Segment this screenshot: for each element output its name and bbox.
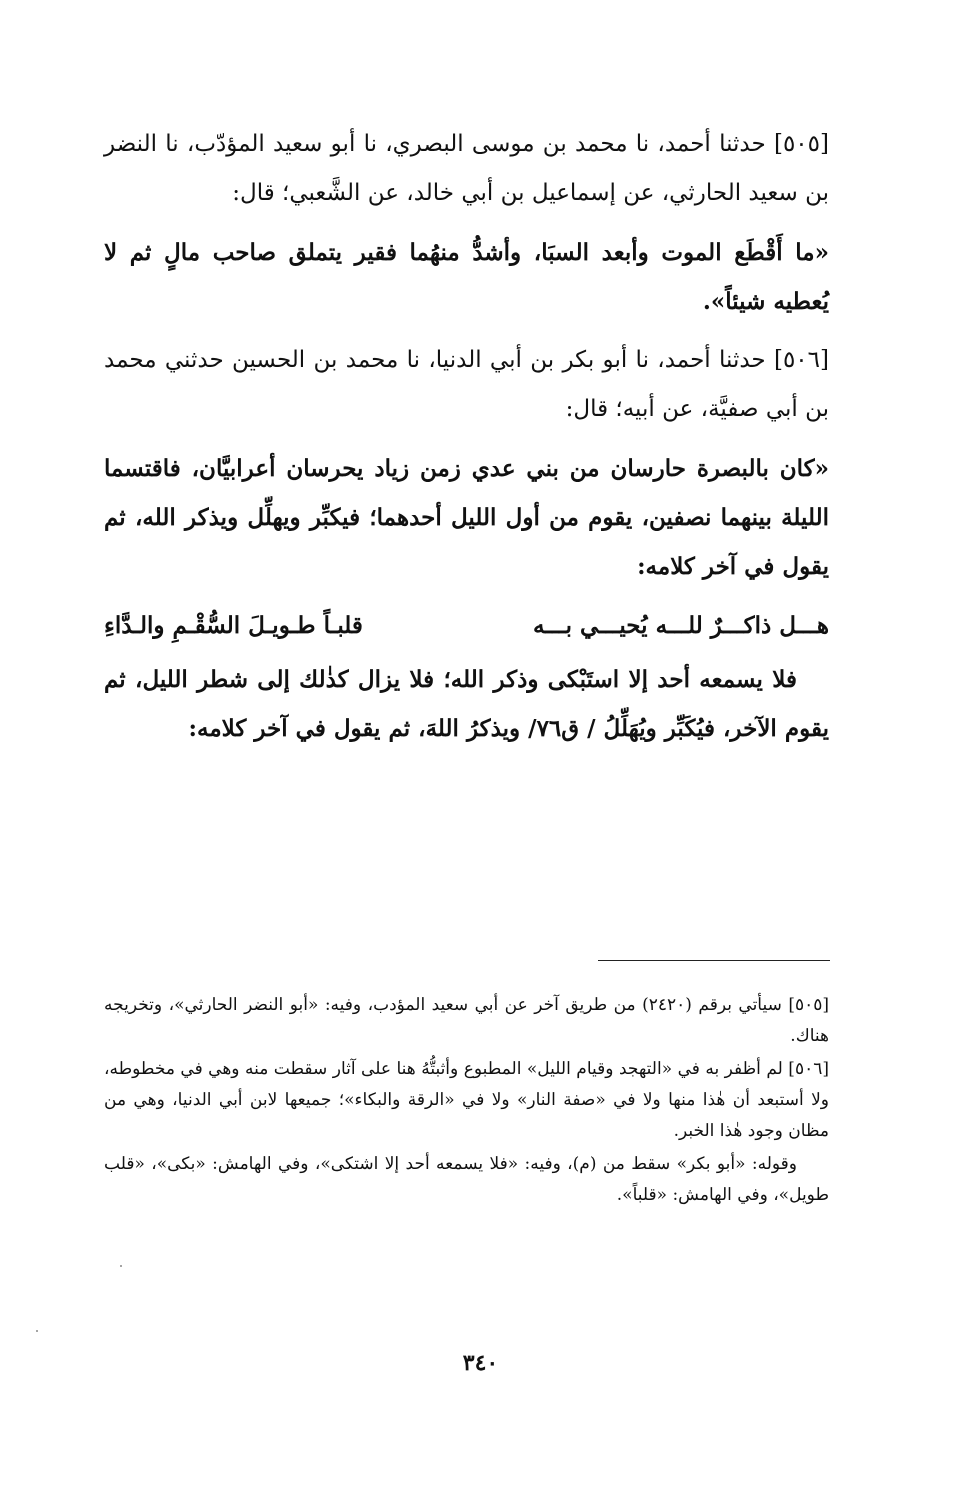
footnote-505: [٥٠٥] سيأتي برقم (٢٤٢٠) من طريق آخر عن أبي سعيد المؤدب، وفيه: «أبو النضر الحارثي»، وتخريجه هناك. [104,995,829,1046]
footnotes [104,990,829,1213]
poem-hemistich-2: قلبـاً طـويـلَ السُّقْـمِ والـدَّاءِ [104,611,363,639]
footnote-506-continuation: وقوله: «أبو بكر» سقط من (م)، وفيه: «فلا يسمعه أحد إلا اشتكى»، وفي الهامش: «بكى»، «قلب طويل»، وفي الهامش: «قلباً». [104,1154,829,1205]
poem-verse [104,601,829,649]
footnote-separator [598,960,830,961]
main-text [104,120,829,763]
poem-hemistich-1: هـــل ذاكـــرٌ للـــه يُحيـــي بـــه [533,611,829,639]
paragraph-505: [٥٠٥] حدثنا أحمد، نا محمد بن موسى البصري، نا أبو سعيد المؤدّب، نا النضر بن سعيد الحارثي، عن إسماعيل بن أبي خالد، عن الشَّعبي؛ قال: [104,131,829,206]
quote-505: «ما أَقْطَع الموت وأبعد السبَا، وأشدُّ منهُما فقير يتملق صاحب مالٍ ثم لا يُعطيه شيئاً». [104,239,829,315]
scan-speck [36,1330,38,1332]
page-number: ٣٤٠ [462,1350,499,1376]
footnote-506: [٥٠٦] لم أظفر به في «التهجد وقيام الليل» المطبوع وأثبتُّهُ هنا على آثار سقطت منه وهي في مخطوطه، ولا أستبعد أن هٰذا منها ولا في «صفة النار» ولا في «الرقة والبكاء»؛ جميعها لابن أبي الدنيا، وهي من مظان وجود هٰذا الخبر. [104,1059,829,1141]
scan-speck [120,1265,122,1267]
quote-506-continuation: فلا يسمعه أحد إلا استَبْكى وذكر الله؛ فلا يزال كذٰلك إلى شطر الليل، ثم يقوم الآخر، فيُكَبِّر ويُهَلِّلُ / ق٧٦/ ويذكرُ اللهَ، ثم يقول في آخر كلامه: [104,666,829,742]
paragraph-506: [٥٠٦] حدثنا أحمد، نا أبو بكر بن أبي الدنيا، نا محمد بن الحسين حدثني محمد بن أبي صفيَّة، عن أبيه؛ قال: [104,347,829,422]
quote-506: «كان بالبصرة حارسان من بني عدي زمن زياد يحرسان أعرابيَّان، فاقتسما الليلة بينهما نصفين، يقوم من أول الليل أحدهما؛ فيكبِّر ويهلِّل ويذكر الله، ثم يقول في آخر كلامه: [104,455,829,580]
